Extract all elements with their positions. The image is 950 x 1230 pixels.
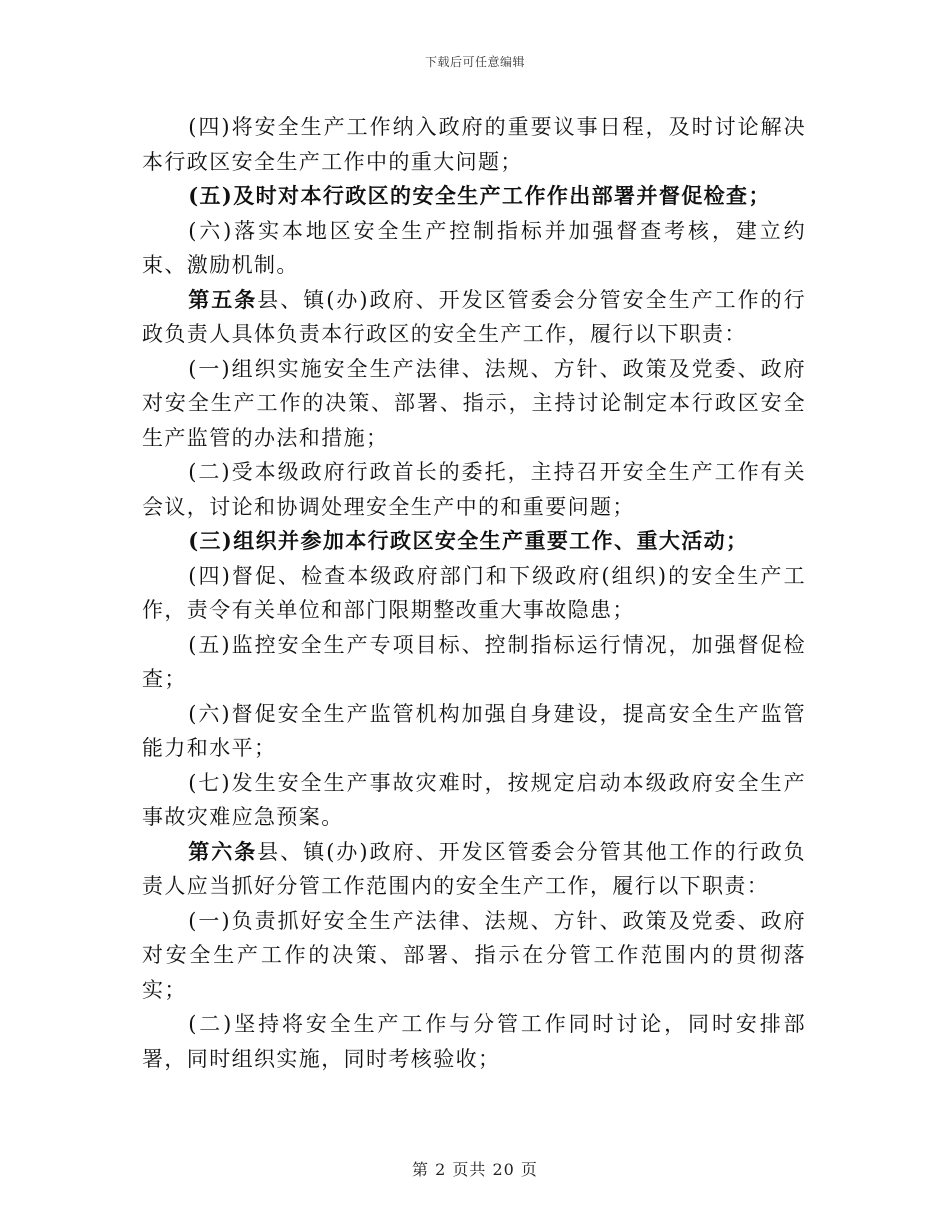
paragraph-item-6: (六)落实本地区安全生产控制指标并加强督查考核，建立约束、激励机制。 — [142, 218, 806, 277]
article-5-item-7: (七)发生安全生产事故灾难时，按规定启动本级政府安全生产事故灾难应急预案。 — [142, 770, 806, 829]
article-5-heading: 第五条 — [188, 286, 258, 312]
article-6: 第六条县、镇(办)政府、开发区管委会分管其他工作的行政负责人应当抓好分管工作范围内的安全生产工作，履行以下职责： — [142, 838, 807, 898]
page-footer: 第 2 页共 20 页 — [412, 1160, 538, 1179]
article-6-item-2: (二)坚持将安全生产工作与分管工作同时讨论，同时安排部署，同时组织实施，同时考核验收； — [142, 1012, 806, 1071]
page-header: 下载后可任意编辑 — [424, 55, 525, 69]
article-5-item-5: (五)监控安全生产专项目标、控制指标运行情况，加强督促检查； — [142, 632, 806, 691]
article-5-item-3-bold: (三)组织并参加本行政区安全生产重要工作、重大活动； — [188, 528, 749, 553]
article-5-item-2: (二)受本级政府行政首长的委托，主持召开安全生产工作有关会议，讨论和协调处理安全生产中的和重要问题； — [142, 460, 806, 519]
article-6-item-1: (一)负责抓好安全生产法律、法规、方针、政策及党委、政府对安全生产工作的决策、部署、指示在分管工作范围内的贯彻落实； — [142, 908, 806, 1002]
article-5-item-6: (六)督促安全生产监管机构加强自身建设，提高安全生产监管能力和水平； — [142, 701, 806, 760]
article-5: 第五条县、镇(办)政府、开发区管委会分管安全生产工作的行政负责人具体负责本行政区的安全生产工作，履行以下职责： — [142, 286, 807, 346]
paragraph-item-5-bold: (五)及时对本行政区的安全生产工作作出部署并督促检查； — [188, 183, 771, 208]
article-5-item-4: (四)督促、检查本级政府部门和下级政府(组织)的安全生产工作，责令有关单位和部门限期整改重大事故隐患； — [142, 563, 806, 622]
article-6-heading: 第六条 — [188, 838, 258, 864]
paragraph-item-4: (四)将安全生产工作纳入政府的重要议事日程，及时讨论解决本行政区安全生产工作中的重大问题； — [142, 115, 806, 174]
article-5-item-1: (一)组织实施安全生产法律、法规、方针、政策及党委、政府对安全生产工作的决策、部署、指示，主持讨论制定本行政区安全生产监管的办法和措施； — [142, 356, 806, 450]
document-body — [142, 110, 806, 1076]
